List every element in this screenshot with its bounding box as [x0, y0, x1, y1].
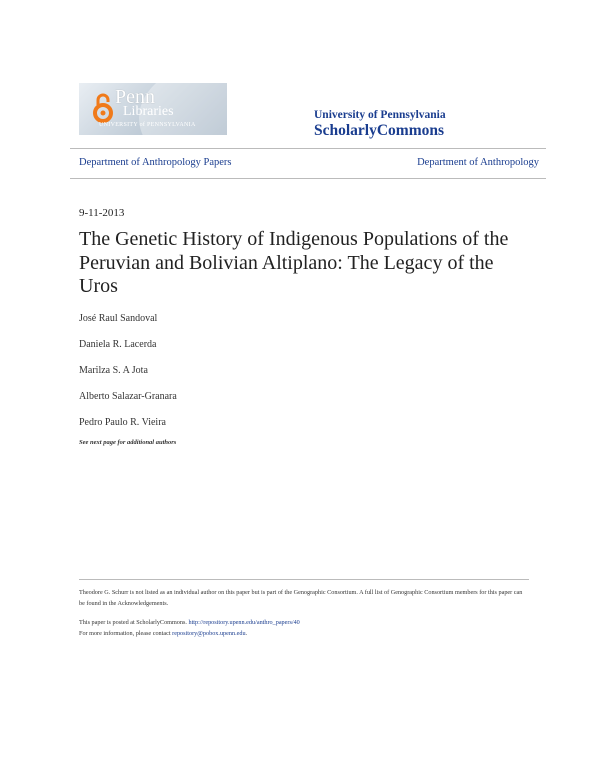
- contact-email-link[interactable]: repository@pobox.upenn.edu: [172, 629, 246, 637]
- contact-prefix: For more information, please contact: [79, 629, 171, 637]
- penn-libraries-logo[interactable]: [79, 83, 227, 135]
- nav-top-divider: [70, 148, 546, 149]
- university-name[interactable]: University of Pennsylvania: [314, 109, 446, 121]
- open-access-icon: [93, 91, 113, 125]
- author-name: Daniela R. Lacerda: [79, 339, 157, 350]
- posted-line: [79, 618, 529, 629]
- brand-block[interactable]: [314, 108, 446, 140]
- logo-libraries-text: Libraries: [123, 104, 174, 119]
- posted-prefix: This paper is posted at ScholarlyCommons.: [79, 619, 187, 626]
- publication-date: 9-11-2013: [79, 207, 125, 219]
- author-list: [79, 313, 177, 443]
- paper-title: The Genetic History of Indigenous Populations of the Peruvian and Bolivian Altiplano: The Legacy of the Uros: [79, 228, 509, 297]
- footer-block: [79, 588, 529, 639]
- author-name: José Raul Sandoval: [79, 313, 158, 324]
- logo-penn-text: Penn: [115, 86, 155, 108]
- logo-tagline: UNIVERSITY of PENNSYLVANIA: [99, 122, 196, 128]
- author-name: Alberto Salazar-Granara: [79, 391, 177, 402]
- author-name: Marilza S. A Jota: [79, 365, 148, 376]
- footer-divider: [79, 579, 529, 580]
- footer-note: Theodore G. Schurr is not listed as an individual author on this paper but is part of the Genographic Consortium. A full list of Genographic Consortium members for this paper can be found in the Acknowledgements.: [79, 589, 523, 607]
- contact-line: [79, 629, 529, 640]
- scholarly-commons-name[interactable]: ScholarlyCommons: [314, 122, 445, 139]
- author-name: Pedro Paulo R. Vieira: [79, 417, 166, 428]
- nav-link-anthropology-department[interactable]: Department of Anthropology: [417, 157, 539, 168]
- nav-bottom-divider: [70, 178, 546, 179]
- footer-gap: [79, 609, 529, 618]
- nav-link-anthropology-papers[interactable]: Department of Anthropology Papers: [79, 157, 232, 168]
- contact-suffix: .: [245, 629, 248, 637]
- additional-authors-note: See next page for additional authors: [79, 439, 177, 446]
- paper-url-link[interactable]: http://repository.upenn.edu/anthro_papers/40: [188, 619, 300, 626]
